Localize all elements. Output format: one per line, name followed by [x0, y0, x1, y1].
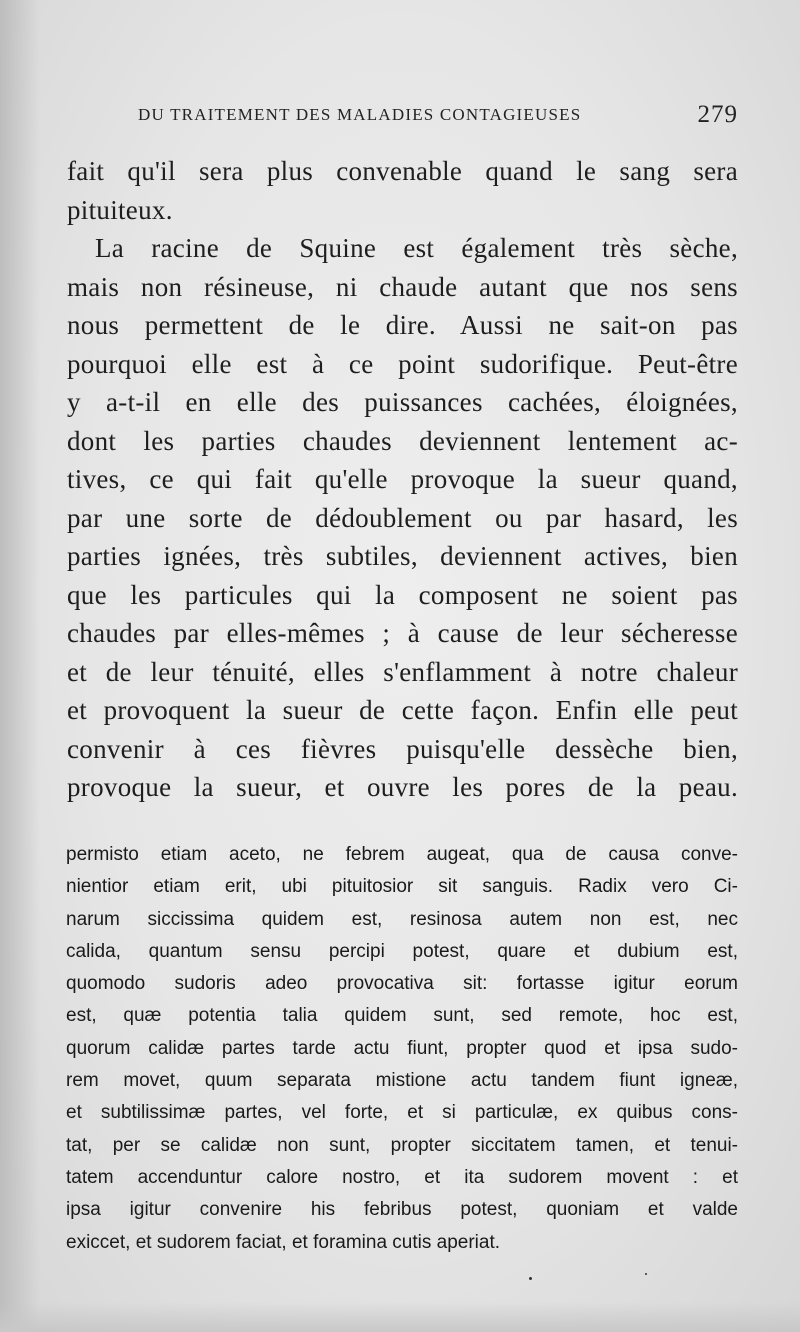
text-line: convenir à ces fièvres puisqu'elle dessèche bien, [67, 733, 738, 764]
text-line: et subtilissimæ partes, vel forte, et si particulæ, ex quibus cons- [66, 1102, 738, 1124]
text-line: chaudes par elles-mêmes ; à cause de leur sécheresse [67, 618, 738, 648]
text-line: nous permettent de le dire. Aussi ne sait-on pas [67, 310, 738, 340]
text-line: et provoquent la sueur de cette façon. Enfin elle peut [67, 695, 738, 725]
text-line: exiccet, et sudorem faciat, et foramina cutis aperiat. [66, 1231, 501, 1253]
page-number: 279 [697, 101, 738, 128]
text-line: mais non résineuse, ni chaude autant que nos sens [67, 271, 738, 302]
text-line: et de leur ténuité, elles s'enflamment à notre chaleur [67, 656, 738, 687]
text-line: parties ignées, très subtiles, deviennent actives, bien [67, 541, 738, 571]
text-line: quomodo sudoris adeo provocativa sit: fortasse igitur eorum [66, 973, 738, 995]
text-line: rem movet, quum separata mistione actu tandem fiunt igneæ, [66, 1070, 738, 1092]
text-line: quorum calidæ partes tarde actu fiunt, propter quod et ipsa sudo- [66, 1037, 738, 1059]
text-line: narum siccissima quidem est, resinosa autem non est, nec [66, 908, 738, 930]
text-line: dont les parties chaudes deviennent lentement ac- [67, 425, 738, 456]
text-line: est, quæ potentia talia quidem sunt, sed remote, hoc est, [66, 1005, 738, 1027]
text-line: pourquoi elle est à ce point sudorifique. Peut-être [67, 348, 738, 379]
text-line: tives, ce qui fait qu'elle provoque la sueur quand, [67, 464, 738, 494]
ink-speck [529, 1277, 532, 1280]
french-translation [67, 152, 738, 807]
text-line: tatem accenduntur calore nostro, et ita sudorem movent : et [66, 1166, 738, 1188]
ink-speck [645, 1273, 647, 1275]
text-line: fait qu'il sera plus convenable quand le sang sera [67, 156, 738, 186]
text-line: permisto etiam aceto, ne febrem augeat, qua de causa conve- [66, 844, 738, 865]
text-line: nientior etiam erit, ubi pituitosior sit sanguis. Radix vero Ci- [66, 876, 738, 898]
text-line: provoque la sueur, et ouvre les pores de la peau. [67, 772, 738, 802]
page-bottom-shadow [0, 1302, 800, 1332]
text-line: pituiteux. [67, 194, 173, 225]
text-line: calida, quantum sensu percipi potest, quare et dubium est, [66, 940, 738, 962]
text-line: par une sorte de dédoublement ou par hasard, les [67, 502, 738, 533]
text-line: La racine de Squine est également très sèche, [95, 233, 738, 263]
text-line: y a-t-il en elle des puissances cachées, éloignées, [67, 387, 738, 417]
page-gutter-shadow [0, 0, 40, 1332]
text-line: tat, per se calidæ non sunt, propter siccitatem tamen, et tenui- [66, 1134, 738, 1156]
running-title: DU TRAITEMENT DES MALADIES CONTAGIEUSES [138, 105, 582, 124]
running-header [138, 101, 738, 133]
text-line: ipsa igitur convenire his febribus potest, quoniam et valde [66, 1199, 738, 1221]
text-line: que les particules qui la composent ne soient pas [67, 579, 738, 610]
latin-original [66, 839, 738, 1259]
